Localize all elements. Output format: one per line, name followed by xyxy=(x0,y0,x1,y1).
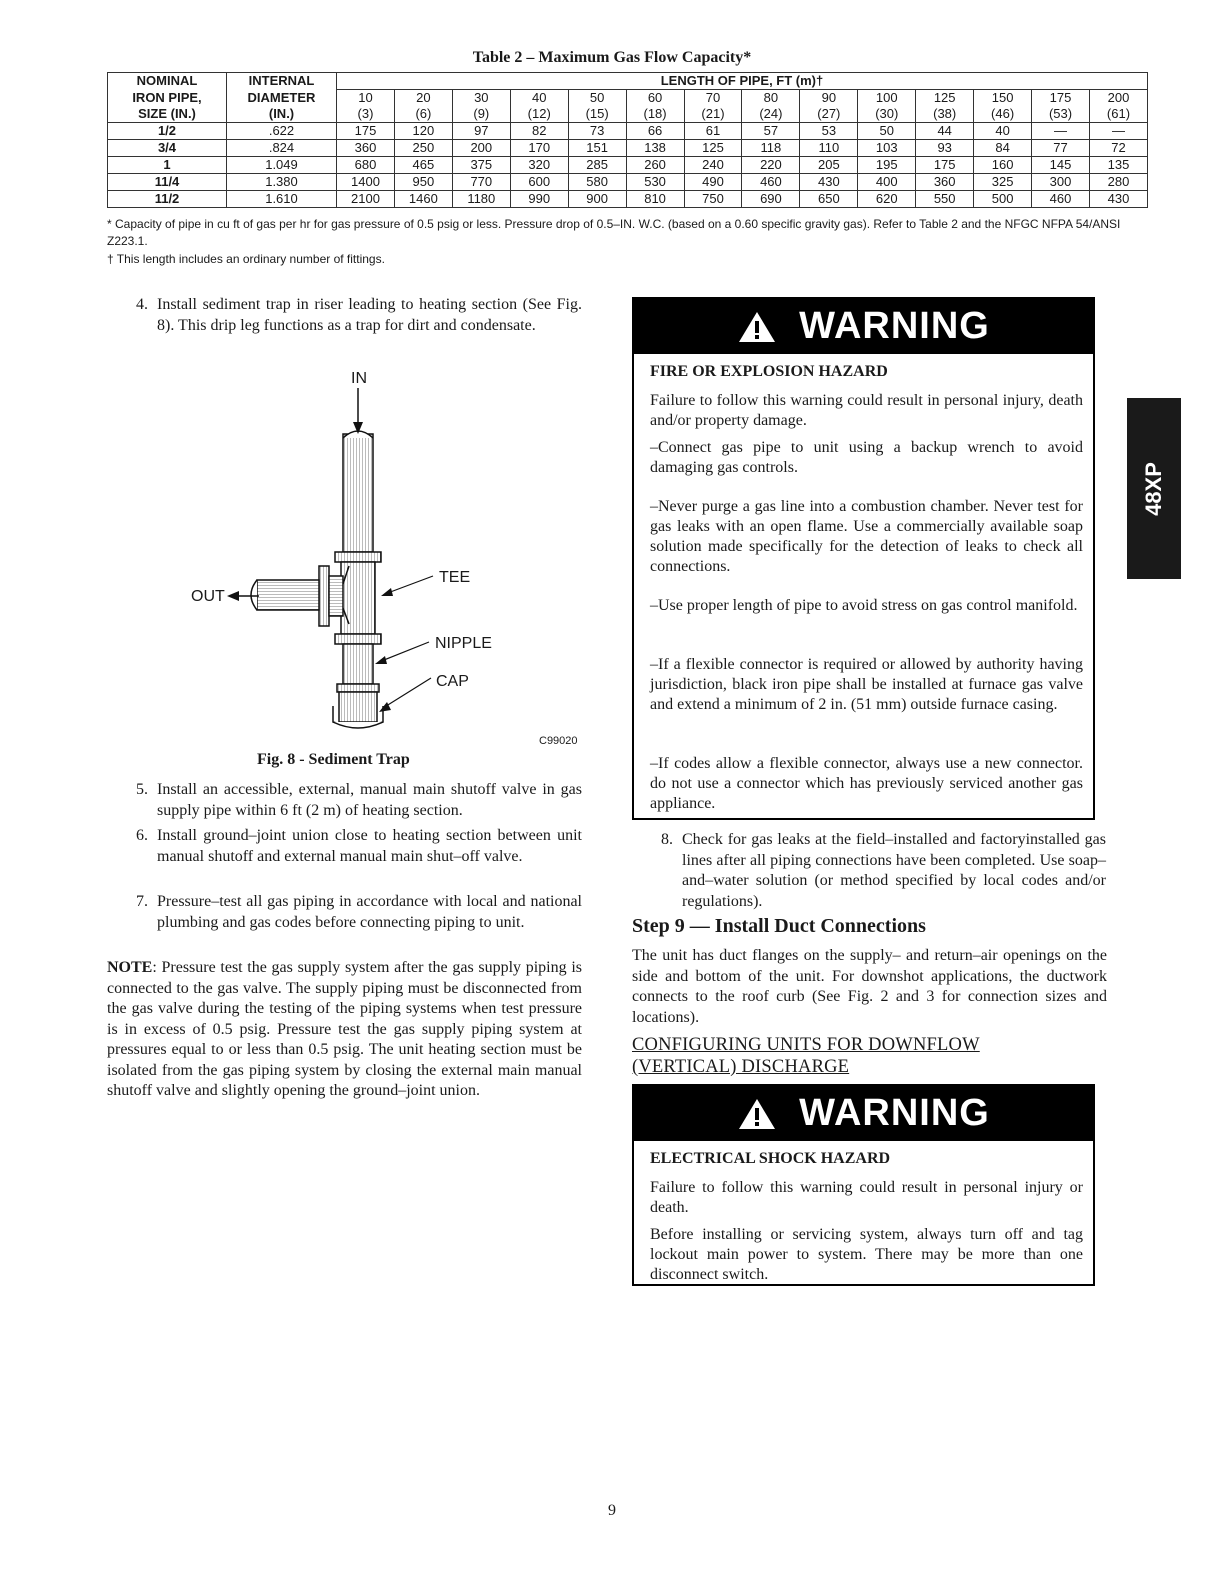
capacity-cell: 205 xyxy=(800,157,858,174)
length-m: (6) xyxy=(394,106,452,123)
capacity-cell: 125 xyxy=(684,140,742,157)
subheading-line: CONFIGURING UNITS FOR DOWNFLOW xyxy=(632,1035,980,1055)
nipple-leader xyxy=(379,642,429,662)
diameter-cell: .824 xyxy=(227,140,337,157)
capacity-cell: 460 xyxy=(742,174,800,191)
length-m: (9) xyxy=(452,106,510,123)
capacity-cell: 360 xyxy=(916,174,974,191)
capacity-cell: 360 xyxy=(337,140,395,157)
length-ft: 125 xyxy=(916,90,974,107)
section-subheading xyxy=(632,1034,980,1078)
length-ft: 30 xyxy=(452,90,510,107)
length-m: (27) xyxy=(800,106,858,123)
capacity-cell: 280 xyxy=(1089,174,1147,191)
length-m: (24) xyxy=(742,106,800,123)
diagram-label-cap: CAP xyxy=(436,673,469,690)
pipe-size-cell: 3/4 xyxy=(108,140,227,157)
capacity-cell: 430 xyxy=(800,174,858,191)
warning-triangle-icon xyxy=(737,1097,777,1131)
capacity-cell: 93 xyxy=(916,140,974,157)
warning-paragraph: Before installing or servicing system, always turn off and tag lockout main power to system. There may be more than one disconnect switch. xyxy=(650,1226,1083,1283)
capacity-cell: 53 xyxy=(800,123,858,140)
list-text: Install ground–joint union close to heating section between unit manual shutoff and external manual main shut–off valve. xyxy=(157,827,582,865)
length-m: (53) xyxy=(1032,106,1090,123)
capacity-cell: 44 xyxy=(916,123,974,140)
note-paragraph xyxy=(107,958,582,1102)
capacity-cell: 195 xyxy=(858,157,916,174)
table-row xyxy=(108,140,1148,157)
warning-banner xyxy=(634,299,1093,354)
warning-box-fire xyxy=(632,297,1095,820)
sediment-trap-diagram xyxy=(185,366,585,756)
length-m: (21) xyxy=(684,106,742,123)
diagram-code: C99020 xyxy=(539,735,578,747)
hazard-title: ELECTRICAL SHOCK HAZARD xyxy=(650,1150,891,1167)
capacity-cell: 57 xyxy=(742,123,800,140)
capacity-cell: 770 xyxy=(452,174,510,191)
diagram-label-nipple: NIPPLE xyxy=(435,635,492,652)
table-footnote-length: † This length includes an ordinary number of fittings. xyxy=(107,252,385,266)
capacity-cell: 1400 xyxy=(337,174,395,191)
diameter-cell: 1.610 xyxy=(227,191,337,208)
capacity-cell: 240 xyxy=(684,157,742,174)
note-label: NOTE xyxy=(107,959,153,976)
step-paragraph: The unit has duct flanges on the supply– and return–air openings on the side and bottom of the unit. For downshot applications, the ductwork connects to the roof curb (See Fig. 2 and 3 for connection sizes and locations). xyxy=(632,947,1107,1026)
diameter-cell: 1.049 xyxy=(227,157,337,174)
gas-flow-table xyxy=(107,72,1148,208)
length-m: (46) xyxy=(974,106,1032,123)
length-m: (18) xyxy=(626,106,684,123)
pipe-size-cell: 1/2 xyxy=(108,123,227,140)
capacity-cell: 950 xyxy=(394,174,452,191)
length-ft: 175 xyxy=(1032,90,1090,107)
length-ft: 90 xyxy=(800,90,858,107)
capacity-cell: 61 xyxy=(684,123,742,140)
capacity-cell: 375 xyxy=(452,157,510,174)
list-item xyxy=(136,892,582,933)
capacity-cell: 285 xyxy=(568,157,626,174)
capacity-cell: 325 xyxy=(974,174,1032,191)
list-item xyxy=(136,295,582,336)
capacity-cell: 220 xyxy=(742,157,800,174)
capacity-cell: 430 xyxy=(1089,191,1147,208)
warning-paragraph: –If a flexible connector is required or allowed by authority having jurisdiction, black iron pipe shall be installed at furnace gas valve and extend a minimum of 2 in. (51 mm) outside furnace casing. xyxy=(650,656,1083,713)
capacity-cell: 103 xyxy=(858,140,916,157)
capacity-cell: 1180 xyxy=(452,191,510,208)
diagram-label-tee: TEE xyxy=(439,569,471,586)
capacity-cell: 690 xyxy=(742,191,800,208)
capacity-cell: 580 xyxy=(568,174,626,191)
capacity-cell: 50 xyxy=(858,123,916,140)
length-header: LENGTH OF PIPE, FT (m)† xyxy=(337,73,1148,90)
warning-paragraph: Failure to follow this warning could result in personal injury or death. xyxy=(650,1179,1083,1216)
capacity-cell: 550 xyxy=(916,191,974,208)
capacity-cell: 1460 xyxy=(394,191,452,208)
capacity-cell: 810 xyxy=(626,191,684,208)
length-m: (15) xyxy=(568,106,626,123)
warning-banner xyxy=(634,1086,1093,1141)
capacity-cell: 73 xyxy=(568,123,626,140)
length-ft: 20 xyxy=(394,90,452,107)
capacity-cell: 175 xyxy=(916,157,974,174)
warning-title: WARNING xyxy=(799,305,990,347)
length-ft: 200 xyxy=(1089,90,1147,107)
figure-caption: Fig. 8 - Sediment Trap xyxy=(257,751,410,768)
capacity-cell: 151 xyxy=(568,140,626,157)
warning-paragraph: –Never purge a gas line into a combustion chamber. Never test for gas leaks with an open flame. Use a commercially available soap solution made specifically for the detection of leaks to check all connections. xyxy=(650,498,1083,575)
capacity-cell: 250 xyxy=(394,140,452,157)
hazard-title: FIRE OR EXPLOSION HAZARD xyxy=(650,363,888,380)
list-number: 5. xyxy=(136,781,148,798)
length-ft: 60 xyxy=(626,90,684,107)
table-row xyxy=(108,157,1148,174)
col1-header-line1: NOMINAL xyxy=(108,73,227,90)
warning-paragraph: –Connect gas pipe to unit using a backup wrench to avoid damaging gas controls. xyxy=(650,439,1083,476)
length-ft: 50 xyxy=(568,90,626,107)
length-m: (61) xyxy=(1089,106,1147,123)
note-text: : Pressure test the gas supply system after the gas supply piping is connected to the gas valve. The supply piping must be disconnected from the gas valve during the testing of the piping systems when test pressure is in excess of 0.5 psig. Pressure test the gas supply piping system at pressures equal to or less than 0.5 psig. The unit heating section must be isolated from the gas piping system by closing the external main manual shutoff valve and slightly opening the ground–joint union. xyxy=(107,959,582,1099)
capacity-cell: 460 xyxy=(1032,191,1090,208)
capacity-cell: 260 xyxy=(626,157,684,174)
capacity-cell: 66 xyxy=(626,123,684,140)
list-number: 8. xyxy=(661,831,673,848)
capacity-cell: 2100 xyxy=(337,191,395,208)
length-ft: 10 xyxy=(337,90,395,107)
list-number: 6. xyxy=(136,827,148,844)
capacity-cell: 620 xyxy=(858,191,916,208)
capacity-cell: 490 xyxy=(684,174,742,191)
table-row xyxy=(108,123,1148,140)
cap-leader xyxy=(383,678,431,708)
capacity-cell: 990 xyxy=(510,191,568,208)
capacity-cell: 320 xyxy=(510,157,568,174)
subheading-line: (VERTICAL) DISCHARGE xyxy=(632,1057,850,1077)
capacity-cell: 120 xyxy=(394,123,452,140)
capacity-cell: 110 xyxy=(800,140,858,157)
capacity-cell: 300 xyxy=(1032,174,1090,191)
pipe-size-cell: 1 xyxy=(108,157,227,174)
table-row xyxy=(108,191,1148,208)
list-text: Install sediment trap in riser leading to heating section (See Fig. 8). This drip leg functions as a trap for dirt and condensate. xyxy=(157,296,582,334)
col1-header-line3: SIZE (IN.) xyxy=(108,106,227,123)
out-arrowhead xyxy=(227,591,239,601)
col1-header-line2: IRON PIPE, xyxy=(108,90,227,107)
side-outlet xyxy=(251,566,349,626)
capacity-cell: — xyxy=(1089,123,1147,140)
capacity-cell: 750 xyxy=(684,191,742,208)
table-row xyxy=(108,174,1148,191)
capacity-cell: 465 xyxy=(394,157,452,174)
capacity-cell: — xyxy=(1032,123,1090,140)
capacity-cell: 118 xyxy=(742,140,800,157)
col2-header-line2: DIAMETER xyxy=(227,90,337,107)
length-m: (3) xyxy=(337,106,395,123)
capacity-cell: 600 xyxy=(510,174,568,191)
diagram-label-out: OUT xyxy=(191,588,225,605)
capacity-cell: 175 xyxy=(337,123,395,140)
length-ft: 100 xyxy=(858,90,916,107)
capacity-cell: 138 xyxy=(626,140,684,157)
capacity-cell: 40 xyxy=(974,123,1032,140)
warning-paragraph: Failure to follow this warning could result in personal injury, death and/or property damage. xyxy=(650,392,1083,429)
diagram-label-in: IN xyxy=(351,370,367,387)
capacity-cell: 72 xyxy=(1089,140,1147,157)
length-ft: 40 xyxy=(510,90,568,107)
capacity-cell: 82 xyxy=(510,123,568,140)
side-tab-label: 48XP xyxy=(1141,461,1166,516)
list-text: Install an accessible, external, manual main shutoff valve in gas supply pipe within 6 ft (2 m) of heating section. xyxy=(157,781,582,819)
capacity-cell: 170 xyxy=(510,140,568,157)
capacity-cell: 400 xyxy=(858,174,916,191)
warning-triangle-icon xyxy=(737,310,777,344)
tee-leader xyxy=(385,576,433,594)
table-body xyxy=(108,123,1148,208)
table-title: Table 2 – Maximum Gas Flow Capacity* xyxy=(472,49,752,66)
length-ft: 150 xyxy=(974,90,1032,107)
col2-header-line1: INTERNAL xyxy=(227,73,337,90)
capacity-cell: 650 xyxy=(800,191,858,208)
table-footnote-capacity: * Capacity of pipe in cu ft of gas per hr for gas pressure of 0.5 psig or less. Pressure drop of 0.5–IN. W.C. (based on a 0.60 specific gravity gas). Refer to Table 2 and the NFGC NFPA 54/ANSI Z223.1. xyxy=(107,217,1121,248)
length-m: (38) xyxy=(916,106,974,123)
page-number: 9 xyxy=(608,1502,616,1519)
capacity-cell: 680 xyxy=(337,157,395,174)
warning-title: WARNING xyxy=(799,1092,990,1134)
pipe-size-cell: 11/2 xyxy=(108,191,227,208)
capacity-cell: 145 xyxy=(1032,157,1090,174)
capacity-cell: 160 xyxy=(974,157,1032,174)
capacity-cell: 500 xyxy=(974,191,1032,208)
diameter-cell: .622 xyxy=(227,123,337,140)
col2-header-line3: (IN.) xyxy=(227,106,337,123)
list-item xyxy=(136,826,582,867)
capacity-cell: 97 xyxy=(452,123,510,140)
list-number: 7. xyxy=(136,893,148,910)
capacity-cell: 200 xyxy=(452,140,510,157)
length-m: (30) xyxy=(858,106,916,123)
list-text: Check for gas leaks at the field–installed and factoryinstalled gas lines after all piping connections have been completed. Use soap–and–water solution (or method specified by local codes and/or regulations). xyxy=(682,831,1106,910)
side-tab xyxy=(1127,398,1181,579)
capacity-cell: 77 xyxy=(1032,140,1090,157)
warning-box-electrical xyxy=(632,1084,1095,1286)
list-item xyxy=(136,780,582,821)
length-ft: 80 xyxy=(742,90,800,107)
step-heading: Step 9 — Install Duct Connections xyxy=(632,915,926,937)
warning-paragraph: –If codes allow a flexible connector, always use a new connector. do not use a connector which has previously serviced another gas appliance. xyxy=(650,755,1083,812)
pipe-size-cell: 11/4 xyxy=(108,174,227,191)
warning-paragraph: –Use proper length of pipe to avoid stress on gas control manifold. xyxy=(650,597,1078,614)
diameter-cell: 1.380 xyxy=(227,174,337,191)
list-text: Pressure–test all gas piping in accordance with local and national plumbing and gas codes before connecting piping to unit. xyxy=(157,893,582,931)
list-number: 4. xyxy=(136,296,148,313)
length-ft: 70 xyxy=(684,90,742,107)
capacity-cell: 900 xyxy=(568,191,626,208)
length-m: (12) xyxy=(510,106,568,123)
capacity-cell: 135 xyxy=(1089,157,1147,174)
capacity-cell: 84 xyxy=(974,140,1032,157)
capacity-cell: 530 xyxy=(626,174,684,191)
list-item xyxy=(661,830,1106,912)
